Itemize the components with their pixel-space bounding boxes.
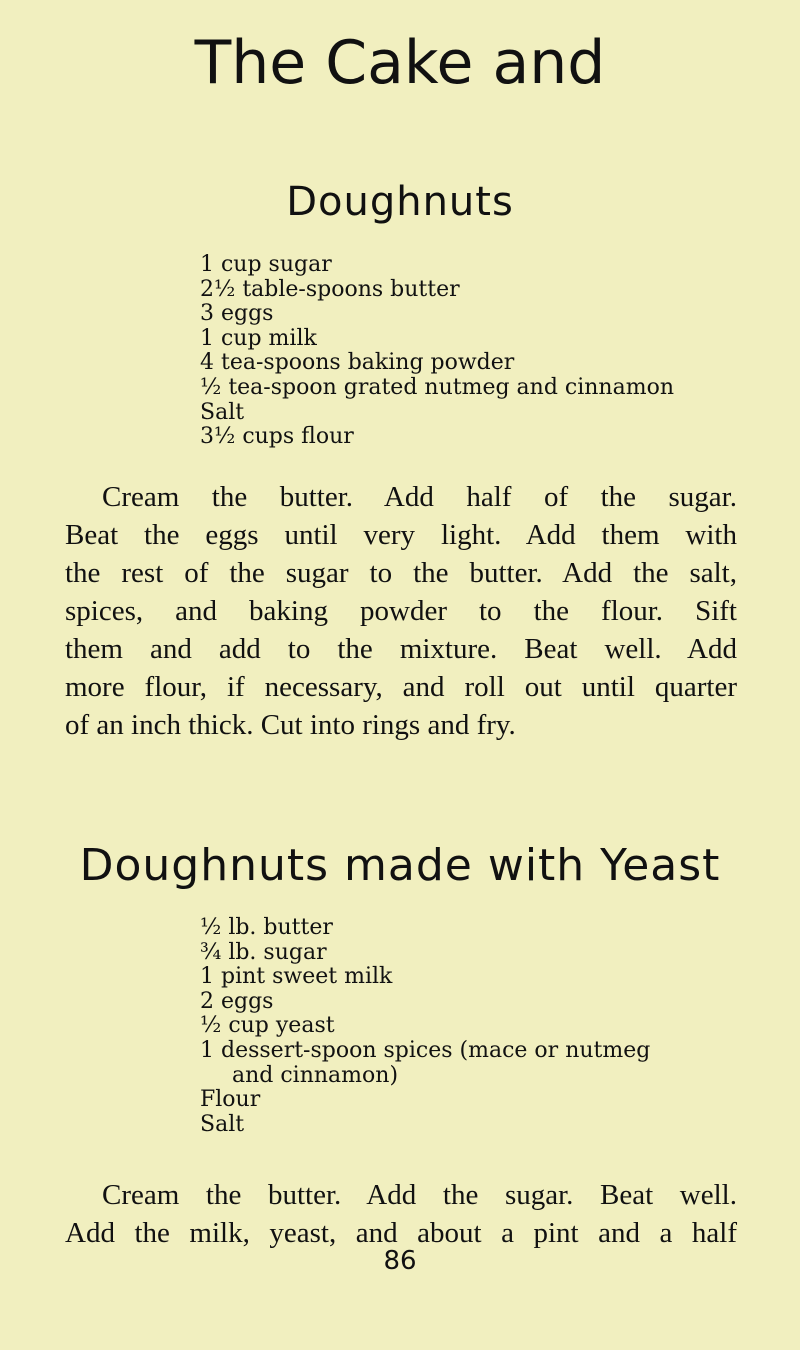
method-line: Cream the butter. Add the sugar. Beat well. bbox=[102, 1179, 737, 1211]
method-line: Beat the eggs until very light. Add them with bbox=[65, 519, 737, 551]
method-line: the rest of the sugar to the butter. Add the salt, bbox=[65, 557, 737, 589]
method-line: Cream the butter. Add half of the sugar. bbox=[102, 481, 737, 513]
method-line: of an inch thick. Cut into rings and fry. bbox=[65, 709, 516, 741]
ingredient-item: 2½ table-spoons butter bbox=[200, 276, 460, 302]
method-paragraph-doughnuts bbox=[65, 478, 737, 744]
ingredient-list-yeast-doughnuts bbox=[200, 916, 650, 1137]
ingredient-item: 3 eggs bbox=[200, 301, 274, 327]
ingredient-item: Salt bbox=[200, 1111, 245, 1137]
method-line: spices, and baking powder to the flour. Sift bbox=[65, 595, 737, 627]
method-line: more flour, if necessary, and roll out until quarter bbox=[65, 671, 737, 703]
ingredient-item: ¾ lb. sugar bbox=[200, 939, 327, 965]
ingredient-item: ½ tea-spoon grated nutmeg and cinnamon bbox=[200, 374, 674, 400]
method-line: them and add to the mixture. Beat well. Add bbox=[65, 633, 737, 665]
ingredient-item: Salt bbox=[200, 399, 245, 425]
ingredient-item: 1 cup milk bbox=[200, 325, 317, 351]
ingredient-list-doughnuts bbox=[200, 253, 674, 450]
ingredient-item: 4 tea-spoons baking powder bbox=[200, 350, 515, 376]
running-head: The Cake and bbox=[194, 28, 606, 98]
recipe-title-yeast-doughnuts: Doughnuts made with Yeast bbox=[79, 840, 721, 891]
ingredient-item: 3½ cups flour bbox=[200, 424, 354, 450]
method-line: Add the milk, yeast, and about a pint and a half bbox=[65, 1217, 737, 1249]
ingredient-item: Flour bbox=[200, 1087, 261, 1113]
ingredient-item: 1 cup sugar bbox=[200, 252, 332, 277]
ingredient-item: ½ lb. butter bbox=[200, 915, 333, 940]
page-number: 86 bbox=[383, 1246, 417, 1276]
ingredient-item: 1 pint sweet milk bbox=[200, 964, 393, 990]
ingredient-item-continuation: and cinnamon) bbox=[232, 1062, 399, 1088]
ingredient-item: ½ cup yeast bbox=[200, 1013, 335, 1039]
ingredient-item: 2 eggs bbox=[200, 988, 274, 1014]
ingredient-item: 1 dessert-spoon spices (mace or nutmeg bbox=[200, 1037, 651, 1063]
recipe-title-doughnuts: Doughnuts bbox=[286, 179, 514, 225]
method-paragraph-yeast-doughnuts bbox=[65, 1176, 737, 1252]
